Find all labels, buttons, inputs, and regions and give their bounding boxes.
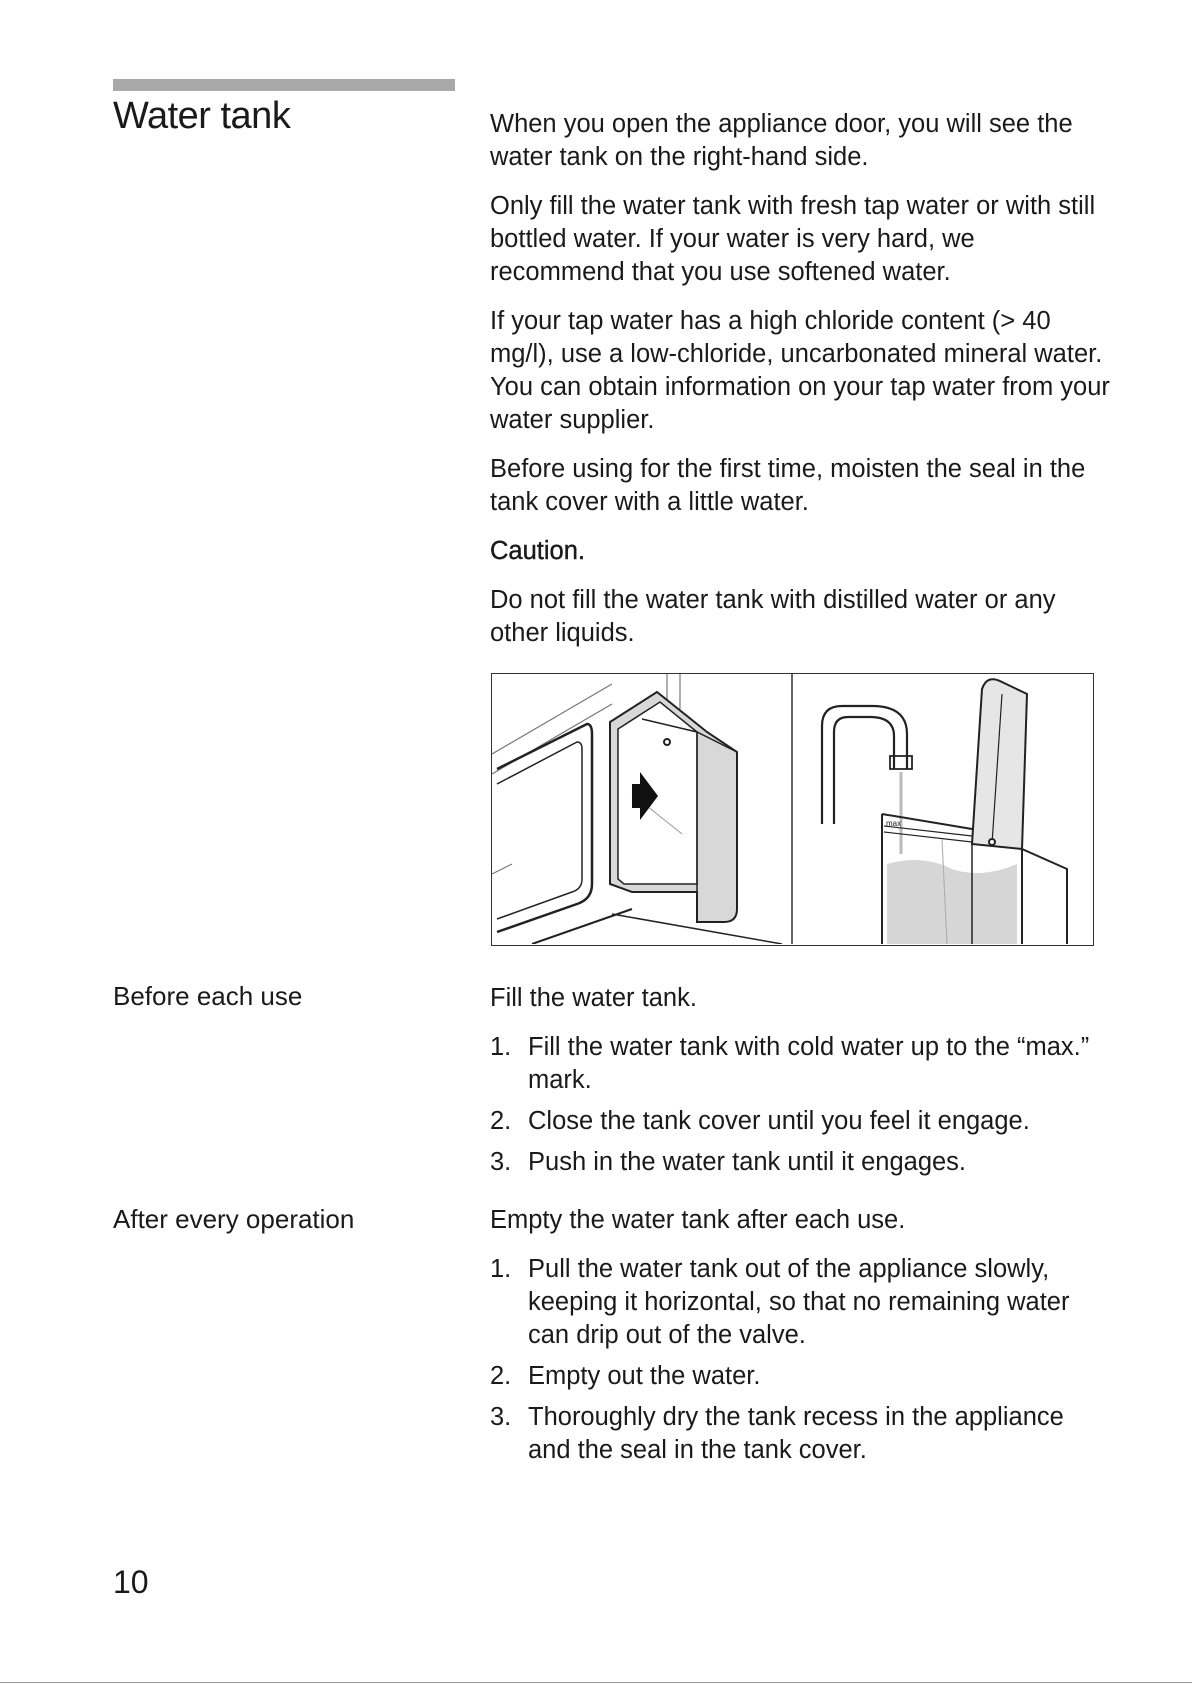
list-item bbox=[490, 1360, 1110, 1393]
list-item bbox=[490, 1146, 1110, 1179]
caution-heading: Caution. bbox=[490, 537, 585, 565]
footer-divider bbox=[0, 1682, 1192, 1683]
after-operation-lead: Empty the water tank after each use. bbox=[490, 1206, 906, 1234]
list-item bbox=[490, 1031, 1110, 1097]
before-use-lead: Fill the water tank. bbox=[490, 984, 697, 1012]
step-number: 1. bbox=[490, 1033, 512, 1061]
after-operation-section bbox=[490, 1204, 1110, 1475]
intro-paragraph: If your tap water has a high chloride content (> 40 mg/l), use a low-chloride, uncarbonated mineral water. You can obtain information on your tap water from your water supplier. bbox=[490, 307, 1110, 434]
intro-paragraph: Before using for the first time, moisten the seal in the tank cover with a little water. bbox=[490, 455, 1086, 516]
step-text: Push in the water tank until it engages. bbox=[528, 1148, 967, 1176]
step-number: 2. bbox=[490, 1107, 512, 1135]
before-use-steps bbox=[490, 1031, 1110, 1179]
page-title: Water tank bbox=[113, 95, 291, 137]
step-text: Fill the water tank with cold water up to the “max.” mark. bbox=[528, 1033, 1090, 1094]
water-tank-illustration bbox=[491, 673, 1094, 946]
page-number: 10 bbox=[113, 1564, 149, 1600]
illustration-drawing bbox=[492, 674, 1092, 944]
intro-paragraph: Only fill the water tank with fresh tap water or with still bottled water. If your water is very hard, we recommend that you use softened water. bbox=[490, 192, 1096, 286]
step-text: Pull the water tank out of the appliance slowly, keeping it horizontal, so that no remaining water can drip out of the valve. bbox=[528, 1255, 1070, 1349]
step-number: 3. bbox=[490, 1148, 512, 1176]
after-operation-steps bbox=[490, 1253, 1110, 1467]
intro-section bbox=[490, 108, 1110, 666]
step-text: Empty out the water. bbox=[528, 1362, 761, 1390]
list-item bbox=[490, 1105, 1110, 1138]
before-use-heading: Before each use bbox=[113, 981, 303, 1011]
step-text: Close the tank cover until you feel it engage. bbox=[528, 1107, 1030, 1135]
section-rule bbox=[113, 79, 455, 91]
before-use-section bbox=[490, 982, 1110, 1187]
step-number: 2. bbox=[490, 1362, 512, 1390]
caution-text: Do not fill the water tank with distilled water or any other liquids. bbox=[490, 586, 1056, 647]
list-item bbox=[490, 1401, 1110, 1467]
step-number: 3. bbox=[490, 1403, 512, 1431]
max-mark-label: max bbox=[886, 819, 902, 828]
after-operation-heading: After every operation bbox=[113, 1204, 355, 1234]
step-number: 1. bbox=[490, 1255, 512, 1283]
intro-paragraph: When you open the appliance door, you will see the water tank on the right-hand side. bbox=[490, 110, 1073, 171]
list-item bbox=[490, 1253, 1110, 1352]
step-text: Thoroughly dry the tank recess in the appliance and the seal in the tank cover. bbox=[528, 1403, 1064, 1464]
